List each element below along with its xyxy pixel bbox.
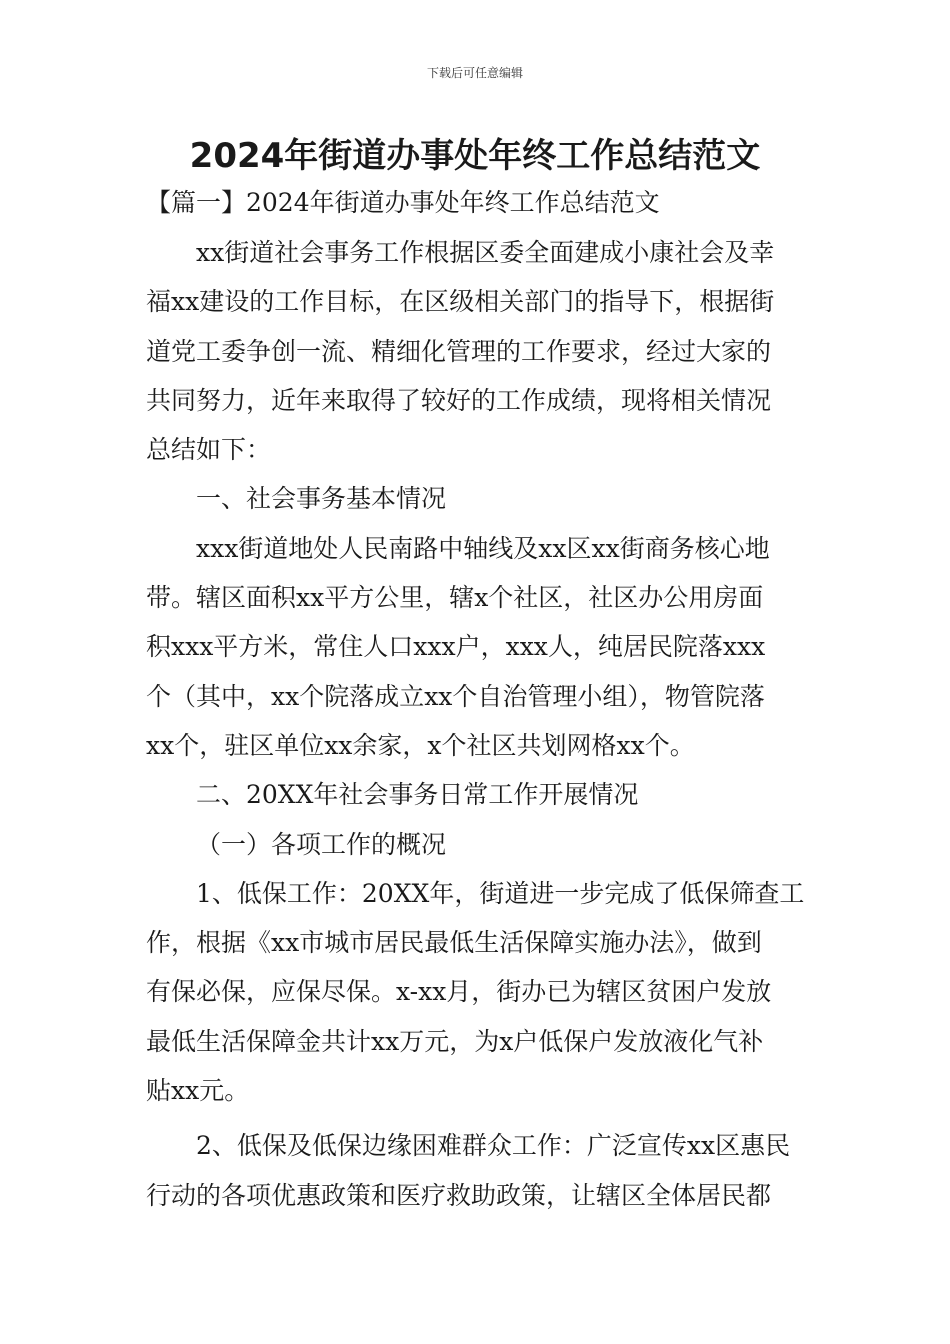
- text-line: 个（其中，xx个院落成立xx个自治管理小组），物管院落: [146, 681, 765, 711]
- section-heading: 一、社会事务基本情况: [196, 484, 447, 514]
- text-line: 1、低保工作：20XX年，街道进一步完成了低保筛查工: [196, 878, 805, 908]
- text-line: 行动的各项优惠政策和医疗救助政策，让辖区全体居民都: [146, 1180, 772, 1210]
- document-title: 2024年街道办事处年终工作总结范文: [189, 136, 761, 176]
- text-line: 积xxx平方米，常住人口xxx户，xxx人，纯居民院落xxx: [146, 632, 766, 662]
- text-line: 2、低保及低保边缘困难群众工作：广泛宣传xx区惠民: [196, 1131, 791, 1161]
- body-text: [146, 228, 811, 1220]
- text-line: 道党工委争创一流、精细化管理的工作要求，经过大家的: [146, 336, 772, 366]
- text-line: 最低生活保障金共计xx万元，为x户低保户发放液化气补: [146, 1026, 764, 1056]
- text-line: 有保必保，应保尽保。x-xx月，街办已为辖区贫困户发放: [146, 977, 772, 1007]
- text-line: 总结如下：: [146, 435, 272, 465]
- subsection-heading: （一）各项工作的概况: [196, 829, 447, 859]
- section-heading: 二、20XX年社会事务日常工作开展情况: [196, 780, 639, 810]
- text-line: 福xx建设的工作目标，在区级相关部门的指导下，根据街: [146, 287, 775, 317]
- header-note: 下载后可任意编辑: [426, 66, 523, 80]
- text-line: xxx街道地处人民南路中轴线及xx区xx街商务核心地: [196, 533, 770, 563]
- text-line: 带。辖区面积xx平方公里，辖x个社区，社区办公用房面: [146, 583, 764, 613]
- text-line: 作，根据《xx市城市居民最低生活保障实施办法》，做到: [146, 928, 762, 958]
- text-line: xx街道社会事务工作根据区委全面建成小康社会及幸: [196, 238, 775, 267]
- text-line: 共同努力，近年来取得了较好的工作成绩，现将相关情况: [146, 385, 772, 415]
- text-line: 贴xx元。: [146, 1076, 250, 1106]
- section-subtitle: 【篇一】2024年街道办事处年终工作总结范文: [146, 188, 660, 217]
- text-line: xx个，驻区单位xx余家，x个社区共划网格xx个。: [146, 730, 695, 760]
